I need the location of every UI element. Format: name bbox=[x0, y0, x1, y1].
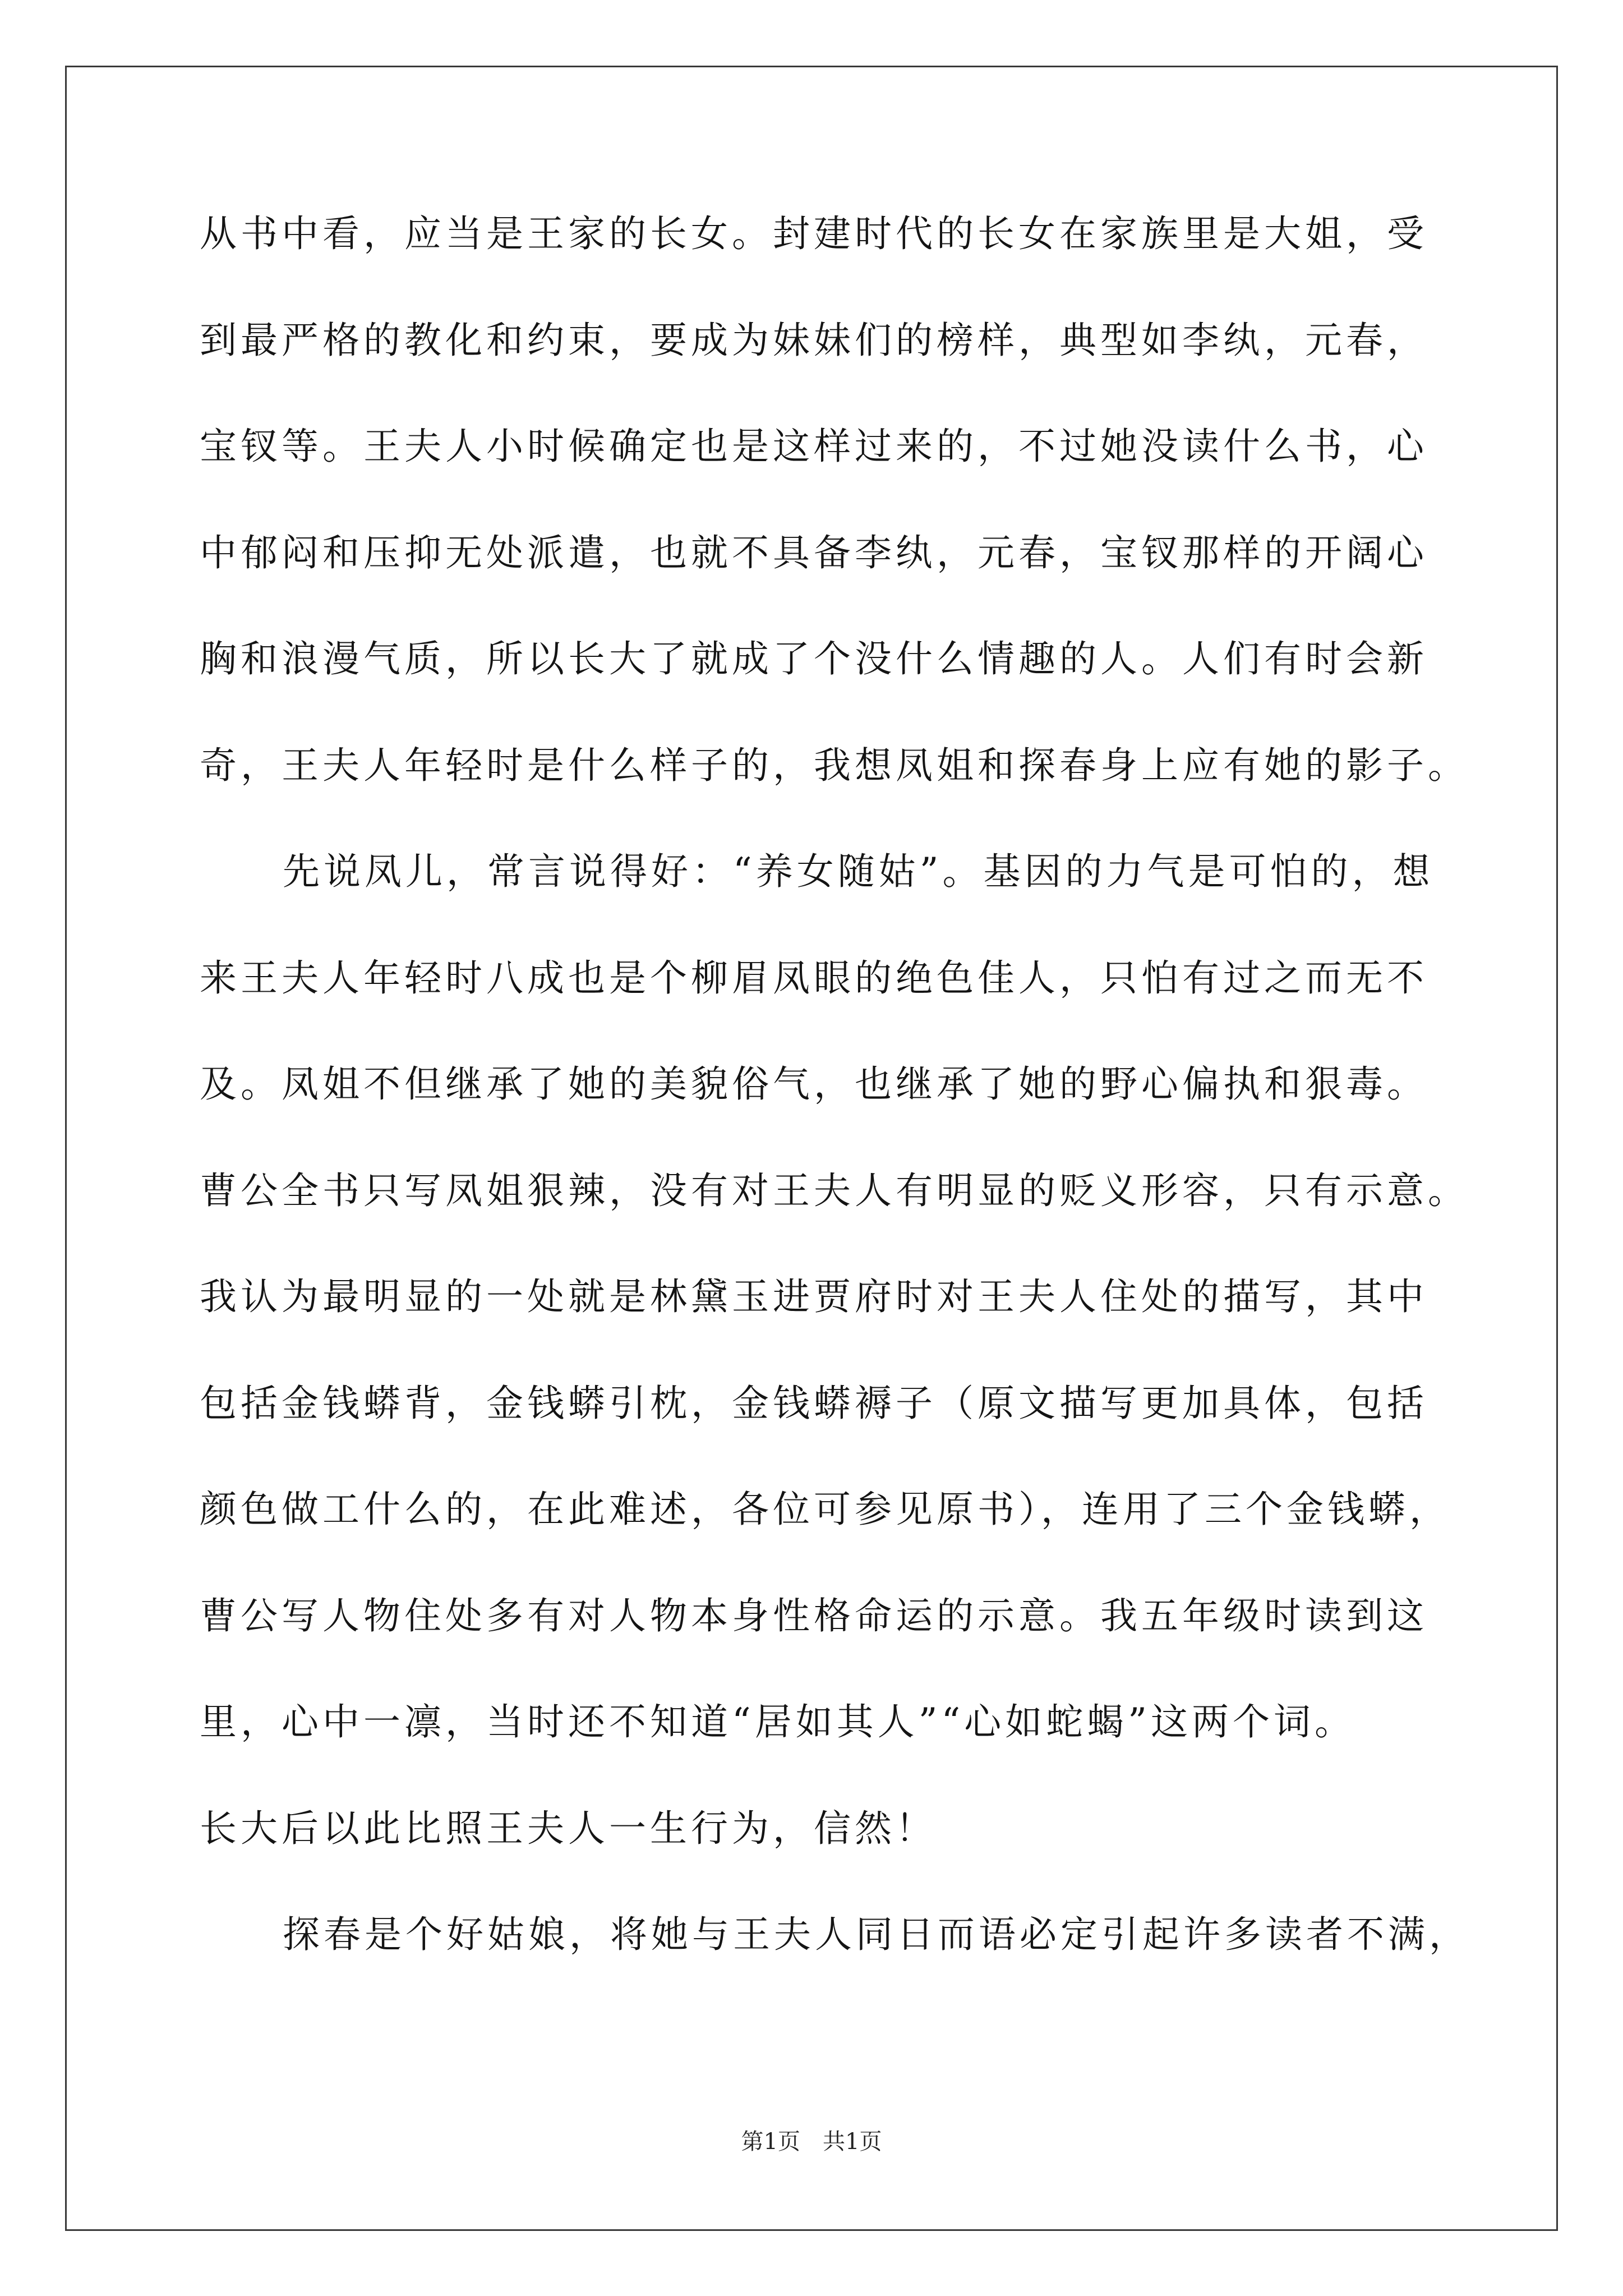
paragraph-start-line: 先说凤儿，常言说得好：“养女随姑”。基因的力气是可怕的，想 bbox=[283, 850, 1434, 893]
text-line: 到最严格的教化和约束，要成为妹妹们的榜样，典型如李纨，元春， bbox=[200, 318, 1428, 362]
paragraph-start-line: 探春是个好姑娘，将她与王夫人同日而语必定引起许多读者不满， bbox=[283, 1913, 1470, 1956]
text-line: 曹公写人物住处多有对人物本身性格命运的示意。我五年级时读到这 bbox=[200, 1594, 1428, 1637]
text-line: 里，心中一凛，当时还不知道“居如其人”“心如蛇蝎”这两个词。 bbox=[200, 1700, 1355, 1743]
text-line: 中郁闷和压抑无处派遣，也就不具备李纨，元春，宝钗那样的开阔心 bbox=[200, 531, 1428, 574]
page-number-footer: 第1页 共1页 bbox=[741, 2129, 882, 2155]
text-line: 长大后以此比照王夫人一生行为，信然！ bbox=[200, 1806, 937, 1850]
text-line: 胸和浪漫气质，所以长大了就成了个没什么情趣的人。人们有时会新 bbox=[200, 637, 1428, 680]
text-line: 来王夫人年轻时八成也是个柳眉凤眼的绝色佳人，只怕有过之而无不 bbox=[200, 956, 1428, 1000]
text-line: 曹公全书只写凤姐狠辣，没有对王夫人有明显的贬义形容，只有示意。 bbox=[200, 1168, 1469, 1212]
text-line: 从书中看，应当是王家的长女。封建时代的长女在家族里是大姐，受 bbox=[200, 212, 1428, 255]
text-line: 包括金钱蟒背，金钱蟒引枕，金钱蟒褥子（原文描写更加具体，包括 bbox=[200, 1381, 1428, 1425]
body-text bbox=[200, 212, 1470, 2023]
text-line: 及。凤姐不但继承了她的美貌俗气，也继承了她的野心偏执和狠毒。 bbox=[200, 1062, 1428, 1106]
text-line: 我认为最明显的一处就是林黛玉进贾府时对王夫人住处的描写，其中 bbox=[200, 1275, 1428, 1318]
text-line: 颜色做工什么的，在此难述，各位可参见原书），连用了三个金钱蟒， bbox=[200, 1488, 1450, 1531]
text-line: 宝钗等。王夫人小时候确定也是这样过来的，不过她没读什么书，心 bbox=[200, 425, 1428, 468]
text-line: 奇，王夫人年轻时是什么样子的，我想凤姐和探春身上应有她的影子。 bbox=[200, 743, 1469, 787]
